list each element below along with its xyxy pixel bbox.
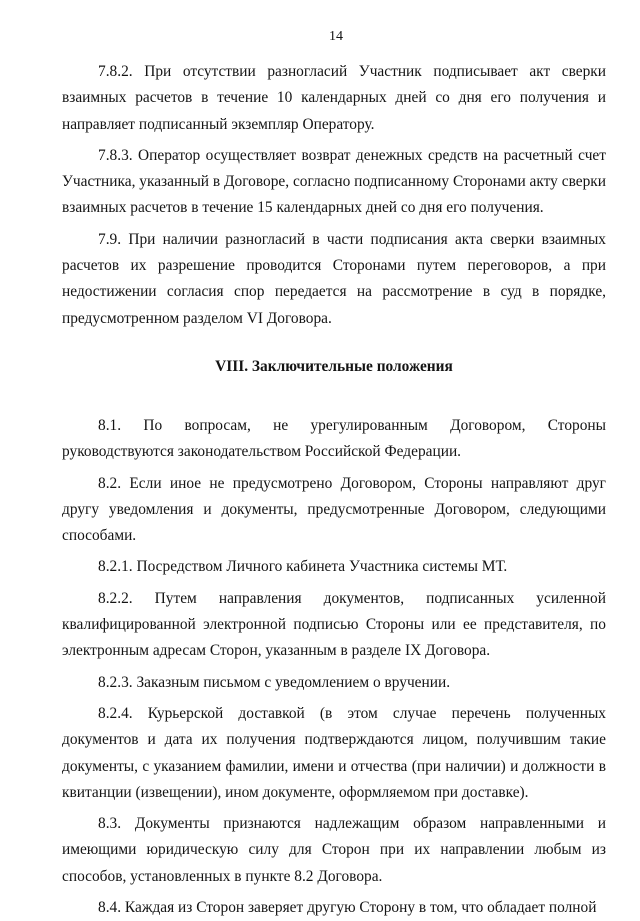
paragraph-8-2-2: 8.2.2. Путем направления документов, подписанных усиленной квалифицированной электронной подписью Стороны или ее представителя, по электронным адресам Сторон, указанным в разделе IX Договора.	[62, 589, 606, 660]
section-heading: VIII. Заключительные положения	[215, 357, 453, 375]
paragraph-7-8-2: 7.8.2. При отсутствии разногласий Участник подписывает акт сверки взаимных расчетов в течение 10 календарных дней со дня его получения и направляет подписанный экземпляр Оператору.	[62, 63, 606, 133]
paragraph-8-1: 8.1. По вопросам, не урегулированным Договором, Стороны руководствуются законодательством Российской Федерации.	[62, 416, 606, 461]
paragraph-8-2-1: 8.2.1. Посредством Личного кабинета Участника системы МТ.	[98, 558, 508, 576]
paragraph-8-2: 8.2. Если иное не предусмотрено Договором, Стороны направляют друг другу уведомления и документы, предусмотренные Договором, следующими способами.	[62, 474, 606, 545]
paragraph-7-9: 7.9. При наличии разногласий в части подписания акта сверки взаимных расчетов их разрешение проводится Сторонами путем переговоров, а при недостижении согласия спор передается на рассмотрение в суд в порядке, предусмотренном разделом VI Договора.	[62, 230, 606, 327]
page-number: 14	[329, 29, 343, 44]
paragraph-8-3: 8.3. Документы признаются надлежащим образом направленными и имеющими юридическую силу для Сторон при их направлении любым из способов, установленных в пункте 8.2 Договора.	[62, 815, 606, 885]
paragraph-8-2-3: 8.2.3. Заказным письмом с уведомлением о вручении.	[98, 673, 451, 691]
paragraph-8-2-4: 8.2.4. Курьерской доставкой (в этом случае перечень полученных документов и дата их получения подтверждаются лицом, получившим такие документы, с указанием фамилии, имени и отчества (при наличии) и должности в квитанции (извещении), ином документе, оформляемом при доставке).	[62, 704, 606, 801]
paragraph-7-8-3: 7.8.3. Оператор осуществляет возврат денежных средств на расчетный счет Участника, указанный в Договоре, согласно подписанному Сторонами акту сверки взаимных расчетов в течение 15 календарных дней со дня его получения.	[62, 146, 606, 217]
paragraph-8-4: 8.4. Каждая из Сторон заверяет другую Сторону в том, что обладает полной	[98, 899, 597, 917]
